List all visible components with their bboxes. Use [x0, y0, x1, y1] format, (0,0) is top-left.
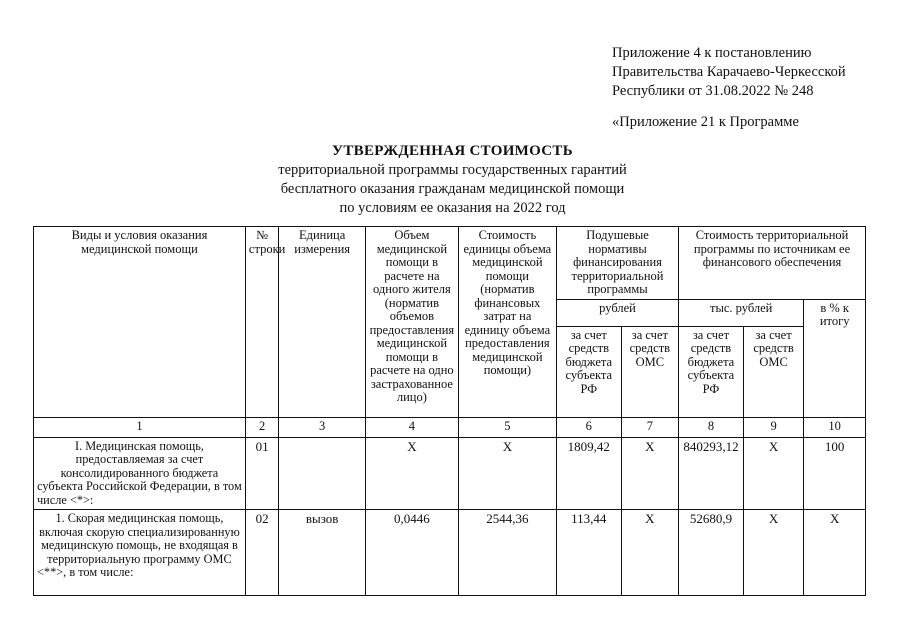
row-unit: [279, 437, 366, 510]
title-line-3: по условиям ее оказания на 2022 год: [339, 200, 566, 216]
header-cost-budget: за счет средств бюджета субъекта РФ: [679, 326, 744, 417]
column-number: 7: [621, 417, 678, 437]
row-unit-cost: 2544,36: [458, 510, 556, 596]
row-cost-budget: 840293,12: [679, 437, 744, 510]
title-main: УТВЕРЖДЕННАЯ СТОИМОСТЬ: [332, 143, 573, 159]
annex-line-3: Республики от 31.08.2022 № 248: [612, 83, 814, 99]
header-unit: Единица измерения: [279, 227, 366, 418]
header-rubles: рублей: [556, 299, 678, 326]
column-number: 5: [458, 417, 556, 437]
table-row: [34, 510, 866, 596]
header-volume: Объем медицинской помощи в расчете на одного жителя (норматив объемов предоставления медицинской помощи в расчете на одно застрахованное лицо): [365, 227, 458, 418]
row-cost-oms: Х: [743, 437, 804, 510]
row-cost-oms: Х: [743, 510, 804, 596]
row-volume: 0,0446: [365, 510, 458, 596]
header-cost-oms: за счет средств ОМС: [743, 326, 804, 417]
cost-table: [33, 226, 866, 596]
row-per-capita-budget: 113,44: [556, 510, 621, 596]
column-number: 3: [279, 417, 366, 437]
header-percent: в % к итогу: [804, 299, 866, 417]
annex-header: [612, 44, 846, 132]
header-thousand-rubles: тыс. рублей: [679, 299, 804, 326]
column-number: 2: [245, 417, 278, 437]
document-title: [0, 142, 905, 218]
header-per-capita-oms: за счет средств ОМС: [621, 326, 678, 417]
column-number: 10: [804, 417, 866, 437]
row-per-capita-oms: Х: [621, 437, 678, 510]
annex-line-1: Приложение 4 к постановлению: [612, 45, 812, 61]
header-unit-cost: Стоимость единицы объема медицинской помощи (норматив финансовых затрат на единицу объема предоставления медицинской помощи): [458, 227, 556, 418]
column-number: 9: [743, 417, 804, 437]
row-number: 01: [245, 437, 278, 510]
column-number: 8: [679, 417, 744, 437]
row-description: 1. Скорая медицинская помощь, включая скорую специализированную медицинскую помощь, не входящая в территориальную программу ОМС <**>, в том числе:: [34, 510, 246, 596]
column-numbers-row: [34, 417, 866, 437]
title-line-1: территориальной программы государственных гарантий: [278, 162, 627, 178]
header-per-capita-budget: за счет средств бюджета субъекта РФ: [556, 326, 621, 417]
row-number: 02: [245, 510, 278, 596]
row-unit: вызов: [279, 510, 366, 596]
title-line-2: бесплатного оказания гражданам медицинской помощи: [280, 181, 625, 197]
row-volume: Х: [365, 437, 458, 510]
column-number: 6: [556, 417, 621, 437]
table-row: [34, 437, 866, 510]
header-per-capita: Подушевые нормативы финансирования территориальной программы: [556, 227, 678, 300]
row-cost-budget: 52680,9: [679, 510, 744, 596]
row-description: I. Медицинская помощь, предоставляемая за счет консолидированного бюджета субъекта Российской Федерации, в том числе <*>:: [34, 437, 246, 510]
annex-line-2: Правительства Карачаево-Черкесской: [612, 64, 846, 80]
row-percent: 100: [804, 437, 866, 510]
row-percent: Х: [804, 510, 866, 596]
column-number: 1: [34, 417, 246, 437]
column-number: 4: [365, 417, 458, 437]
header-program-cost: Стоимость территориальной программы по источникам ее финансового обеспечения: [679, 227, 866, 300]
row-unit-cost: Х: [458, 437, 556, 510]
header-kinds: Виды и условия оказания медицинской помощи: [34, 227, 246, 418]
header-row-number: № строки: [245, 227, 278, 418]
annex-program-ref: «Приложение 21 к Программе: [612, 114, 799, 130]
row-per-capita-budget: 1809,42: [556, 437, 621, 510]
row-per-capita-oms: Х: [621, 510, 678, 596]
